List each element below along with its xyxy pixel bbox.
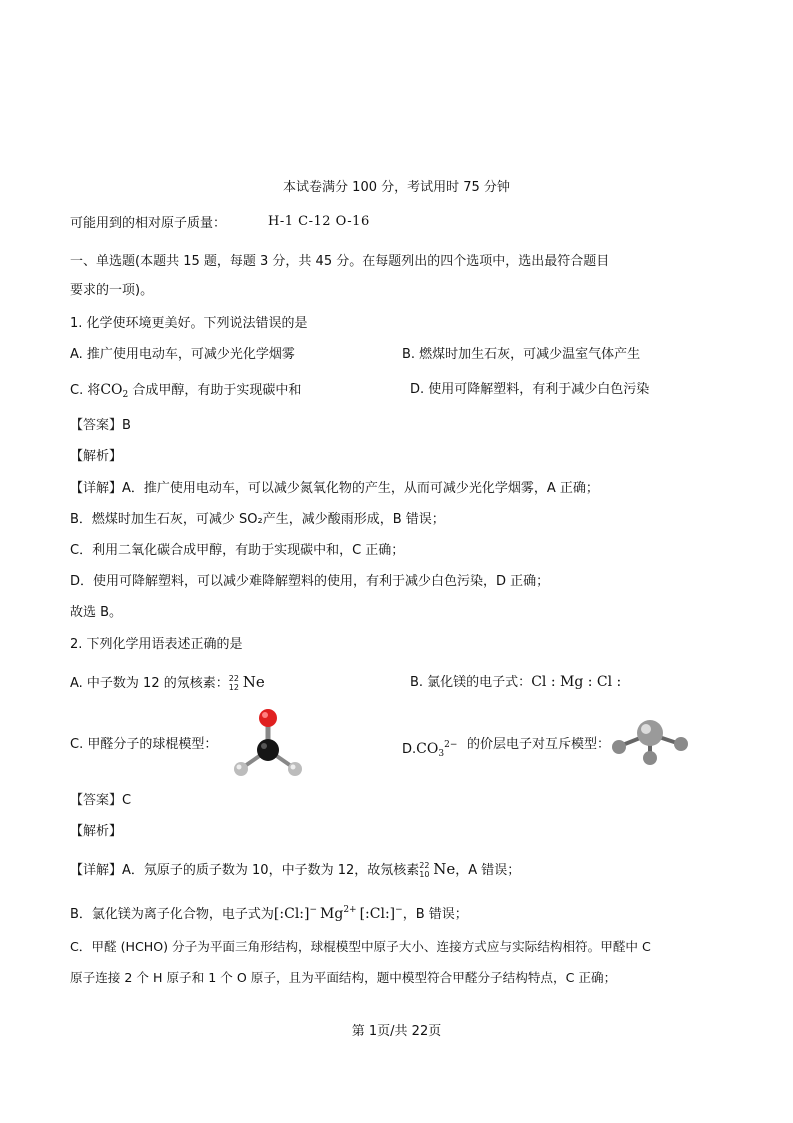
q1-detail-b: B．燃煤时加生石灰，可减少 SO₂产生，减少酸雨形成，B 错误； (70, 512, 445, 527)
q1-option-c (70, 380, 301, 405)
section-title-line1: 一、单选题(本题共 15 题，每题 3 分，共 45 分。在每题列出的四个选项中，选出最符合题目 (70, 254, 610, 269)
q1-stem: 1. 化学使环境更美好。下列说法错误的是 (70, 316, 308, 331)
q1-answer (70, 416, 131, 436)
q1-option-c-prefix: C. 将 (70, 383, 101, 398)
q2-detail-b-formula1: [:Cl:] (273, 906, 310, 922)
q2-option-d (402, 735, 457, 764)
q1-option-d: D. 使用可降解塑料，有利于减少白色污染 (410, 382, 650, 397)
q2-detail-b-mg: Mg (320, 906, 344, 922)
q2-stem: 2. 下列化学用语表述正确的是 (70, 637, 243, 652)
q2-detail-b-suffix: ，B 错误； (402, 907, 468, 922)
page-number: 第 1页/共 22页 (351, 1024, 442, 1039)
q2-detail-b-formula2: [:Cl:] (359, 906, 396, 922)
q1-answer-label: 【答案】 (70, 418, 123, 433)
section-title-line2: 要求的一项)。 (70, 283, 154, 298)
q1-detail-a (70, 479, 599, 499)
q2-detail-b-prefix: B．氯化镁为离子化合物，电子式为 (70, 907, 274, 922)
q1-detail-c: C．利用二氧化碳合成甲醇，有助于实现碳中和，C 正确； (70, 543, 405, 558)
atomic-mass-label: 可能用到的相对原子质量： (70, 216, 227, 231)
q2-detail-b-charge2: − (395, 905, 403, 915)
q2-option-d-prefix: D. (402, 742, 417, 757)
q2-detail-c-line2: 原子连接 2 个 H 原子和 1 个 O 原子，且为平面结构，题中模型符合甲醛分子结构特点，C 正确； (70, 970, 617, 985)
q1-option-a: A. 推广使用电动车，可减少光化学烟雾 (70, 347, 295, 362)
q2-detail-a (70, 859, 520, 881)
q1-option-c-formula: CO (100, 382, 123, 398)
q2-answer-value: C (122, 793, 132, 808)
q2-option-a-prefix: A. 中子数为 12 的氖核素： (70, 676, 229, 691)
q2-detail-c-line1: C．甲醛 (HCHO) 分子为平面三角形结构，球棍模型中原子大小、连接方式应与实际结构相符。甲醛中 C (70, 939, 651, 954)
q1-detail-d: D．使用可降解塑料，可以减少难降解塑料的使用，有利于减少白色污染，D 正确； (70, 574, 550, 589)
q2-answer (70, 791, 131, 811)
q2-answer-label: 【答案】 (70, 793, 123, 808)
q2-option-a-symbol: Ne (242, 673, 265, 691)
q2-option-a (70, 672, 265, 694)
q2-detail-a-symbol: Ne (433, 860, 456, 878)
q2-analysis-label: 【解析】 (70, 824, 123, 839)
q2-option-d-sub: 3 (438, 749, 445, 759)
vsepr-model-image (606, 718, 692, 766)
atomic-mass-values: H-1 C-12 O-16 (268, 214, 370, 229)
q1-option-c-suffix: 合成甲醇，有助于实现碳中和 (128, 383, 302, 398)
q1-option-b: B. 燃煤时加生石灰，可减少温室气体产生 (402, 347, 641, 362)
q2-detail-a-isotope: 22 10 (419, 860, 430, 879)
q2-option-b-prefix: B. 氯化镁的电子式： (410, 675, 532, 690)
q1-answer-value: B (122, 418, 131, 433)
q2-option-d-suffix: 的价层电子对互斥模型： (467, 737, 611, 752)
q2-option-b-formula: Cl : Mg : Cl : (531, 674, 622, 690)
q1-detail-a-text: A．推广使用电动车，可以减少氮氧化物的产生，从而可减少光化学烟雾，A 正确； (122, 481, 599, 496)
exam-note: 本试卷满分 100 分，考试用时 75 分钟 (283, 180, 510, 195)
q2-detail-b-charge1: − (309, 905, 318, 915)
q2-detail-b (70, 900, 468, 925)
q1-option-c-sub: 2 (122, 390, 129, 400)
q1-analysis-label: 【解析】 (70, 449, 123, 464)
q1-conclusion: 故选 B。 (70, 605, 123, 620)
q2-option-b (410, 672, 621, 693)
formaldehyde-model-image (228, 706, 308, 781)
q2-detail-a-prefix: A．氖原子的质子数为 10，中子数为 12，故氖核素 (122, 863, 420, 878)
q2-detail-label: 【详解】 (70, 863, 123, 878)
q2-option-d-charge: 2− (444, 740, 458, 750)
q2-option-c: C. 甲醛分子的球棍模型： (70, 737, 218, 752)
q2-option-d-formula: CO (416, 741, 439, 757)
q2-option-a-isotope: 22 12 (228, 673, 239, 692)
q2-detail-a-suffix: ，A 错误； (455, 863, 521, 878)
q1-detail-label: 【详解】 (70, 481, 123, 496)
q2-detail-b-mg-charge: 2+ (343, 905, 357, 915)
